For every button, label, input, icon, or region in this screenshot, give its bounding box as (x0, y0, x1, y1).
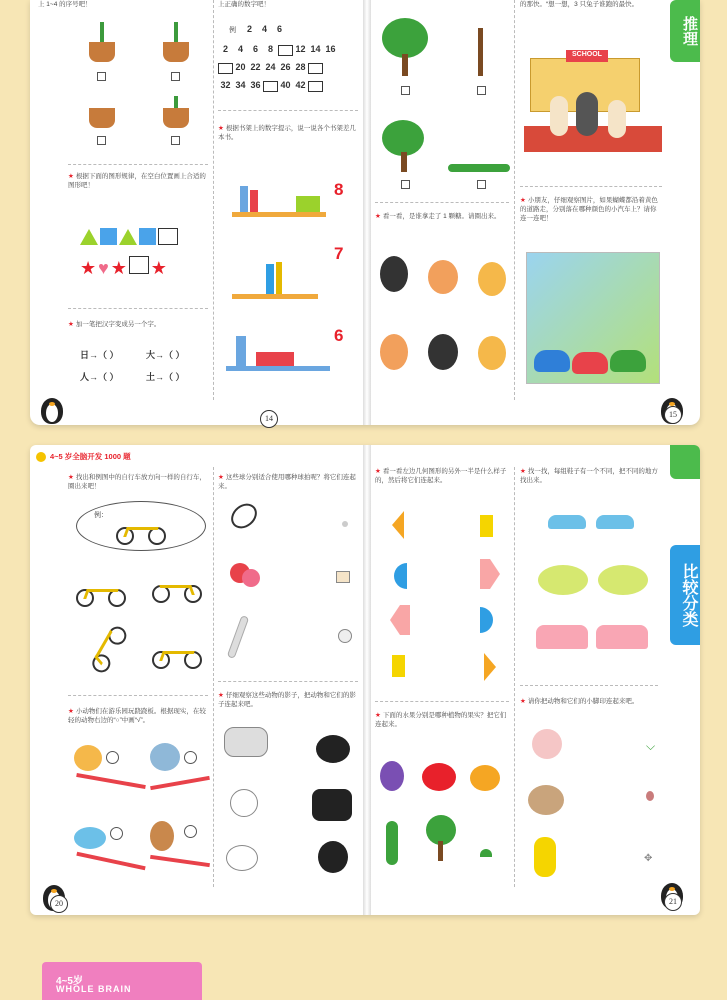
hanzi-item: 日→（ ） (80, 350, 119, 360)
hanzi-item: 土→（ ） (146, 372, 185, 382)
badminton-shuttle[interactable] (336, 571, 350, 583)
column-divider (213, 0, 214, 400)
orange[interactable] (470, 765, 500, 791)
horse[interactable] (224, 727, 268, 757)
number-row: 32 34 36 40 42 (218, 80, 363, 92)
bookshelf (232, 294, 318, 299)
green-car[interactable] (610, 350, 646, 372)
shape-pattern-row (80, 228, 210, 249)
bicycle-example (116, 517, 166, 545)
number-blank[interactable] (218, 63, 233, 74)
category-tab: 比较分类 (670, 545, 700, 645)
task-pattern-text: ★ 根据下面的图形规律，在空白位置画上合适的图形吧！ (68, 173, 206, 189)
cover-subtitle: WHOLE BRAIN (56, 984, 132, 994)
page-number: 20 (50, 895, 68, 913)
half-triangle[interactable] (392, 511, 404, 539)
tiger (74, 745, 102, 771)
shelf-number: 8 (334, 180, 344, 199)
rabbit-task-text: 的那快。“想一想，3 只兔子谁跑的最快。 (520, 1, 639, 8)
task-candy-text: ★ 看一看，是谁拿走了 1 颗糖。请圈出来。 (375, 213, 501, 220)
number-blank[interactable] (308, 63, 323, 74)
rabbit-shadow[interactable] (316, 735, 350, 763)
bottom-book-spread (30, 445, 700, 915)
paw-icon[interactable]: ✥ (644, 853, 653, 864)
order-box[interactable] (97, 72, 106, 81)
top-book-spread (30, 0, 700, 425)
order-box[interactable] (171, 136, 180, 145)
page-number: 14 (260, 410, 278, 428)
divider (68, 164, 208, 165)
divider (375, 202, 509, 203)
flower-pot (163, 42, 189, 62)
task-maze-text: ★ 小朋友，仔细观察图片，如果蝴蝶都沿着黄色的道路走，分别落在哪种颜色的小汽车上？请你连一连吧！ (520, 197, 658, 222)
tree-trunk (402, 54, 408, 76)
elephant (150, 743, 180, 771)
column-divider (514, 467, 515, 887)
book (256, 352, 294, 366)
book (296, 196, 320, 212)
category-tab-top (670, 445, 700, 479)
slipper[interactable] (538, 565, 588, 595)
square-shape (100, 228, 117, 245)
answer-circle[interactable] (184, 751, 197, 764)
seesaw (150, 855, 210, 867)
tree-crown (382, 120, 424, 156)
answer-box[interactable] (401, 180, 410, 189)
half-square[interactable] (392, 655, 405, 677)
half-square[interactable] (480, 515, 493, 537)
bare-tree (478, 28, 483, 76)
bicycle-option[interactable] (80, 618, 129, 675)
tulip-plant (100, 22, 104, 42)
cover-title: 4~5岁 (56, 976, 83, 987)
divider (68, 308, 208, 309)
book (250, 190, 258, 212)
answer-circle[interactable] (106, 751, 119, 764)
task-bicycle-text: ★ 找出和例图中的自行车放方向一样的自行车，圈出来吧！ (68, 474, 206, 490)
task-hanzi-text: ★ 加一笔把汉字变成另一个字。 (68, 321, 161, 328)
tree-crown (382, 18, 428, 58)
number-blank[interactable] (278, 45, 293, 56)
divider (68, 695, 208, 696)
book-header: 4~5 岁全脑开发 1000 题 (36, 450, 131, 464)
example-label: 例： (94, 512, 108, 519)
footprint-icon[interactable]: ⌵ (646, 739, 656, 753)
task-seesaw-text: ★ 小动物们在游乐园玩跷跷板。根据现实，在较轻的动物右边的“○”中画“√”。 (68, 708, 206, 724)
sneaker[interactable] (548, 515, 586, 529)
tennis-racket[interactable] (226, 499, 262, 534)
category-tab: 推理 (670, 0, 700, 62)
answer-box[interactable] (477, 86, 486, 95)
book (276, 262, 282, 294)
flower-pot (163, 108, 189, 128)
page-number: 21 (664, 893, 682, 911)
triangle-shape (119, 229, 137, 245)
rabbit[interactable] (550, 96, 568, 136)
column-divider (213, 467, 214, 887)
divider (218, 681, 358, 682)
grape-vine[interactable] (386, 821, 398, 865)
half-pentagon[interactable] (480, 559, 500, 589)
strawberry-sprout[interactable] (480, 849, 492, 857)
cat-orange[interactable] (428, 260, 458, 294)
red-car[interactable] (572, 352, 608, 374)
triangle-shape (80, 229, 98, 245)
sneaker[interactable] (596, 515, 634, 529)
half-triangle-right[interactable] (484, 653, 496, 681)
grapes[interactable] (380, 761, 404, 791)
shelf-number: 6 (334, 326, 344, 345)
hanzi-item: 大→（ ） (146, 350, 185, 360)
duck[interactable] (534, 837, 556, 877)
pingpong-paddle[interactable] (242, 569, 260, 587)
cat-yellow[interactable] (478, 262, 506, 296)
footprint-icon[interactable] (646, 791, 654, 801)
sprout-plant (174, 96, 178, 108)
blue-car[interactable] (534, 350, 570, 372)
number-row: 20 22 24 26 28 (218, 62, 363, 74)
tree-trunk (401, 152, 407, 172)
deer (150, 821, 174, 851)
penguin-icon (38, 392, 66, 426)
sun-icon (36, 452, 46, 462)
school-sign: SCHOOL (566, 50, 608, 62)
strawberry[interactable] (422, 763, 456, 791)
number-example-row: 例 2 4 6 (229, 24, 282, 34)
task-half-shape-text: ★ 看一看左边几何图形的另外一半是什么样子的，然后将它们连起来。 (375, 468, 507, 484)
baseball[interactable] (338, 629, 352, 643)
task-order-plants-text: 上 1~4 的序号吧！ (38, 1, 92, 8)
answer-circle[interactable] (184, 825, 197, 838)
high-heel[interactable] (536, 625, 588, 649)
number-blank[interactable] (308, 81, 323, 92)
hanzi-item: 人→（ ） (80, 372, 119, 382)
task-fruit-text: ★ 下面的水果分别是哪种植物的果实？把它们连起来。 (375, 712, 507, 728)
number-row: 2 4 6 8 12 14 16 (222, 44, 336, 54)
star-heart-pattern-row (80, 256, 210, 278)
answer-circle[interactable] (110, 827, 123, 840)
task-shadow-text: ★ 仔细观察这些动物的影子，把动物和它们的影子连起来吧。 (218, 692, 356, 708)
book-spine (363, 445, 371, 915)
order-box[interactable] (97, 136, 106, 145)
cat-yellow[interactable] (478, 336, 506, 370)
square-shape (139, 228, 156, 245)
seesaw (76, 852, 145, 870)
bicycle-option[interactable] (152, 575, 202, 603)
column-divider (514, 0, 515, 400)
star-icon: ★ (80, 258, 97, 278)
rabbit[interactable] (576, 92, 598, 136)
whale (74, 827, 106, 849)
star-icon: ★ (150, 258, 167, 278)
half-circle[interactable] (394, 563, 407, 589)
answer-blank[interactable] (158, 228, 178, 245)
order-box[interactable] (171, 72, 180, 81)
pig[interactable] (532, 729, 562, 759)
horse-shadow[interactable] (312, 789, 352, 821)
cat[interactable] (230, 789, 258, 817)
star-icon: ★ (110, 258, 127, 278)
task-footprint-text: ★ 请你把动物和它们的小脚印连起来吧。 (520, 698, 639, 705)
task-racket-text: ★ 这些球分别适合使用哪种球拍呢？将它们连起来。 (218, 474, 356, 490)
book (266, 264, 274, 294)
shelf-number: 7 (334, 244, 344, 263)
answer-blank[interactable] (129, 256, 149, 274)
book (240, 186, 248, 212)
number-blank[interactable] (263, 81, 278, 92)
flower-pot (89, 42, 115, 62)
divider (520, 186, 662, 187)
shuttlecock[interactable] (342, 521, 348, 527)
baseball-bat[interactable] (227, 615, 250, 659)
flower-pot (89, 108, 115, 128)
bicycle-option[interactable] (76, 579, 126, 607)
high-heel[interactable] (596, 625, 648, 649)
tree-trunk (438, 841, 443, 861)
book-cover (42, 962, 202, 1000)
rabbit[interactable] (226, 845, 258, 871)
bookshelf (226, 366, 330, 371)
tulip-plant (174, 22, 178, 42)
heart-icon: ♥ (98, 258, 109, 278)
divider (375, 701, 509, 702)
cat-black[interactable] (428, 334, 458, 370)
grass (448, 164, 510, 172)
book (236, 336, 246, 366)
divider (218, 110, 358, 111)
half-hexagon[interactable] (390, 605, 410, 635)
answer-box[interactable] (401, 86, 410, 95)
seesaw (150, 776, 210, 790)
answer-box[interactable] (477, 180, 486, 189)
bicycle-option[interactable] (152, 641, 202, 669)
book-spine (363, 0, 371, 425)
task-bookshelf-text: ★ 根据书架上的数字提示，说一说各个书架差几本书。 (218, 125, 356, 141)
slipper[interactable] (598, 565, 648, 595)
cat-black[interactable] (380, 256, 408, 292)
task-shoes-text: ★ 找一找，每组鞋子有一个不同，把不同的地方找出来。 (520, 468, 658, 484)
dog[interactable] (528, 785, 564, 815)
bookshelf (232, 212, 326, 217)
seesaw (76, 773, 146, 789)
page-number: 15 (664, 406, 682, 424)
cat-shadow[interactable] (318, 841, 348, 873)
half-circle-right[interactable] (480, 607, 493, 633)
rabbit[interactable] (608, 100, 626, 138)
cat-orange[interactable] (380, 334, 408, 370)
divider (520, 685, 658, 686)
task-numbers-text: 上正确的数字吧！ (218, 1, 270, 8)
